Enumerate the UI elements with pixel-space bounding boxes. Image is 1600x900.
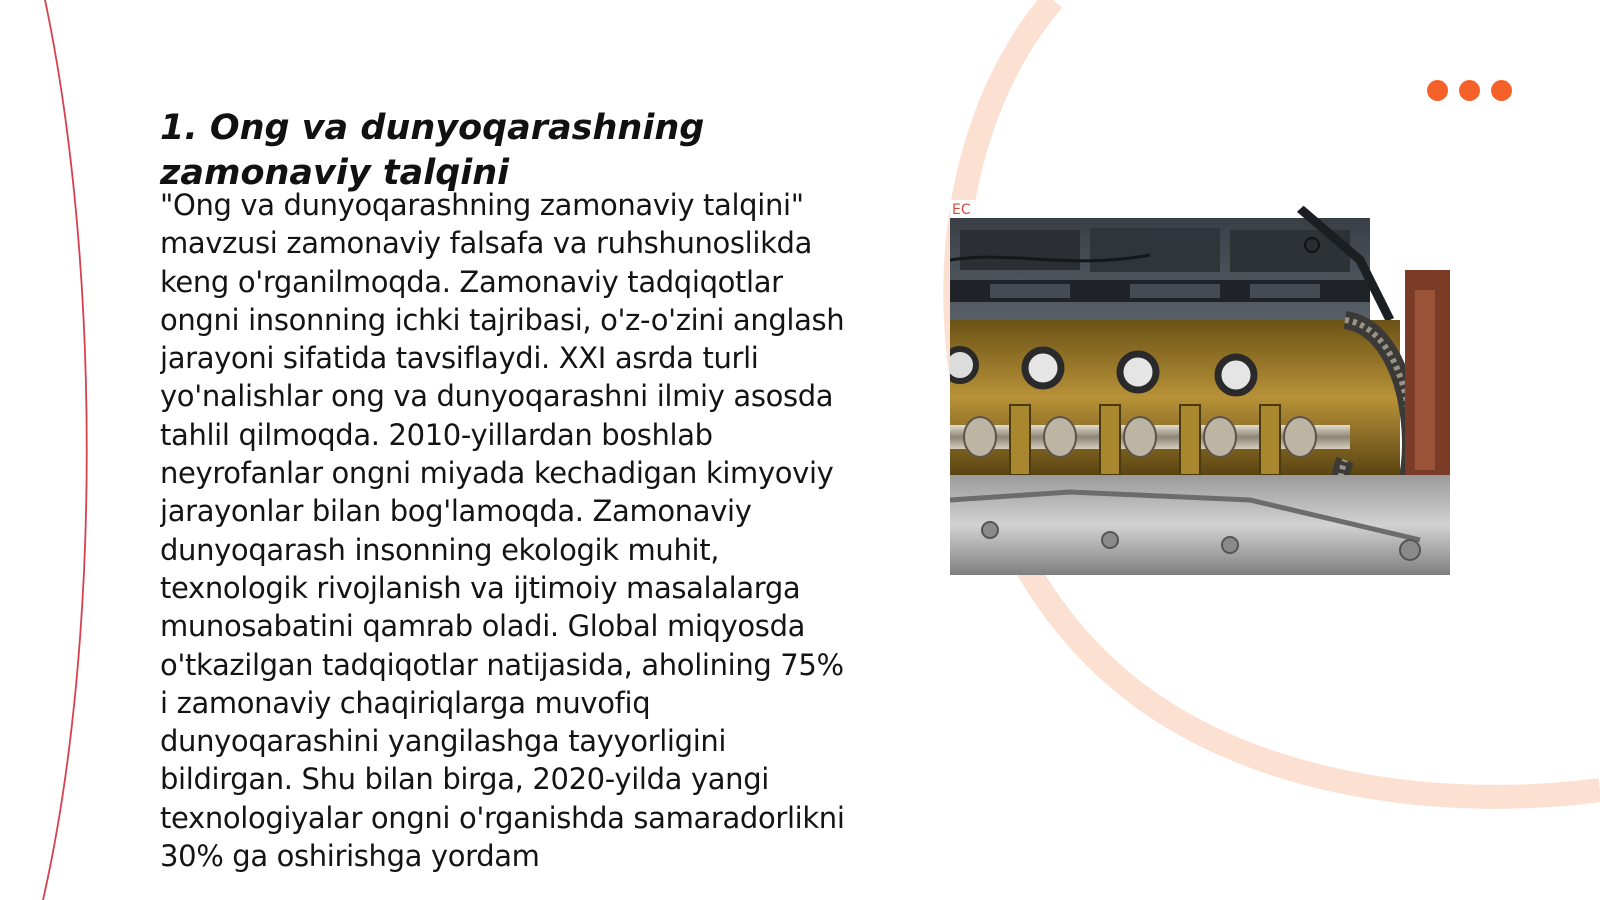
engine-block: [950, 475, 1450, 575]
engine-photo: [950, 200, 1450, 575]
three-dots-icon: [1427, 79, 1512, 101]
dot-2: [1459, 80, 1480, 101]
dot-1: [1427, 80, 1448, 101]
slide-title: 1. Ong va dunyoqarashning zamonaviy talqini: [160, 108, 705, 193]
left-accent-line: [43, 0, 87, 900]
photo-watermark: EC: [952, 202, 971, 218]
slide-body-text: "Ong va dunyoqarashning zamonaviy talqini" mavzusi zamonaviy falsafa va ruhshunoslikda keng o'rganilmoqda. Zamonaviy tadqiqotlar ongni insonning ichki tajribasi, o'z-o'zini anglash jarayoni sifatida tavsiflaydi. XXI asrda turli yo'nalishlar ong va dunyoqarashni ilmiy asosda tahlil qilmoqda. 2010-yillardan boshlab neyrofanlar ongni miyada kechadigan kimyoviy jarayonlar bilan bog'lamoqda. Zamonaviy dunyoqarash insonning ekologik muhit, texnologik rivojlanish va ijtimoiy masalalarga munosabatini qamrab oladi. Global miqyosda o'tkazilgan tadqiqotlar natijasida, aholining 75% i zamonaviy chaqiriqlarga muvofiq dunyoqarashini yangilashga tayyorligini bildirgan. Shu bilan birga, 2020-yilda yangi texnologiyalar ongni o'rganishda samaradorlikni 30% ga oshirishga yordam: [160, 188, 845, 874]
dot-3: [1491, 80, 1512, 101]
